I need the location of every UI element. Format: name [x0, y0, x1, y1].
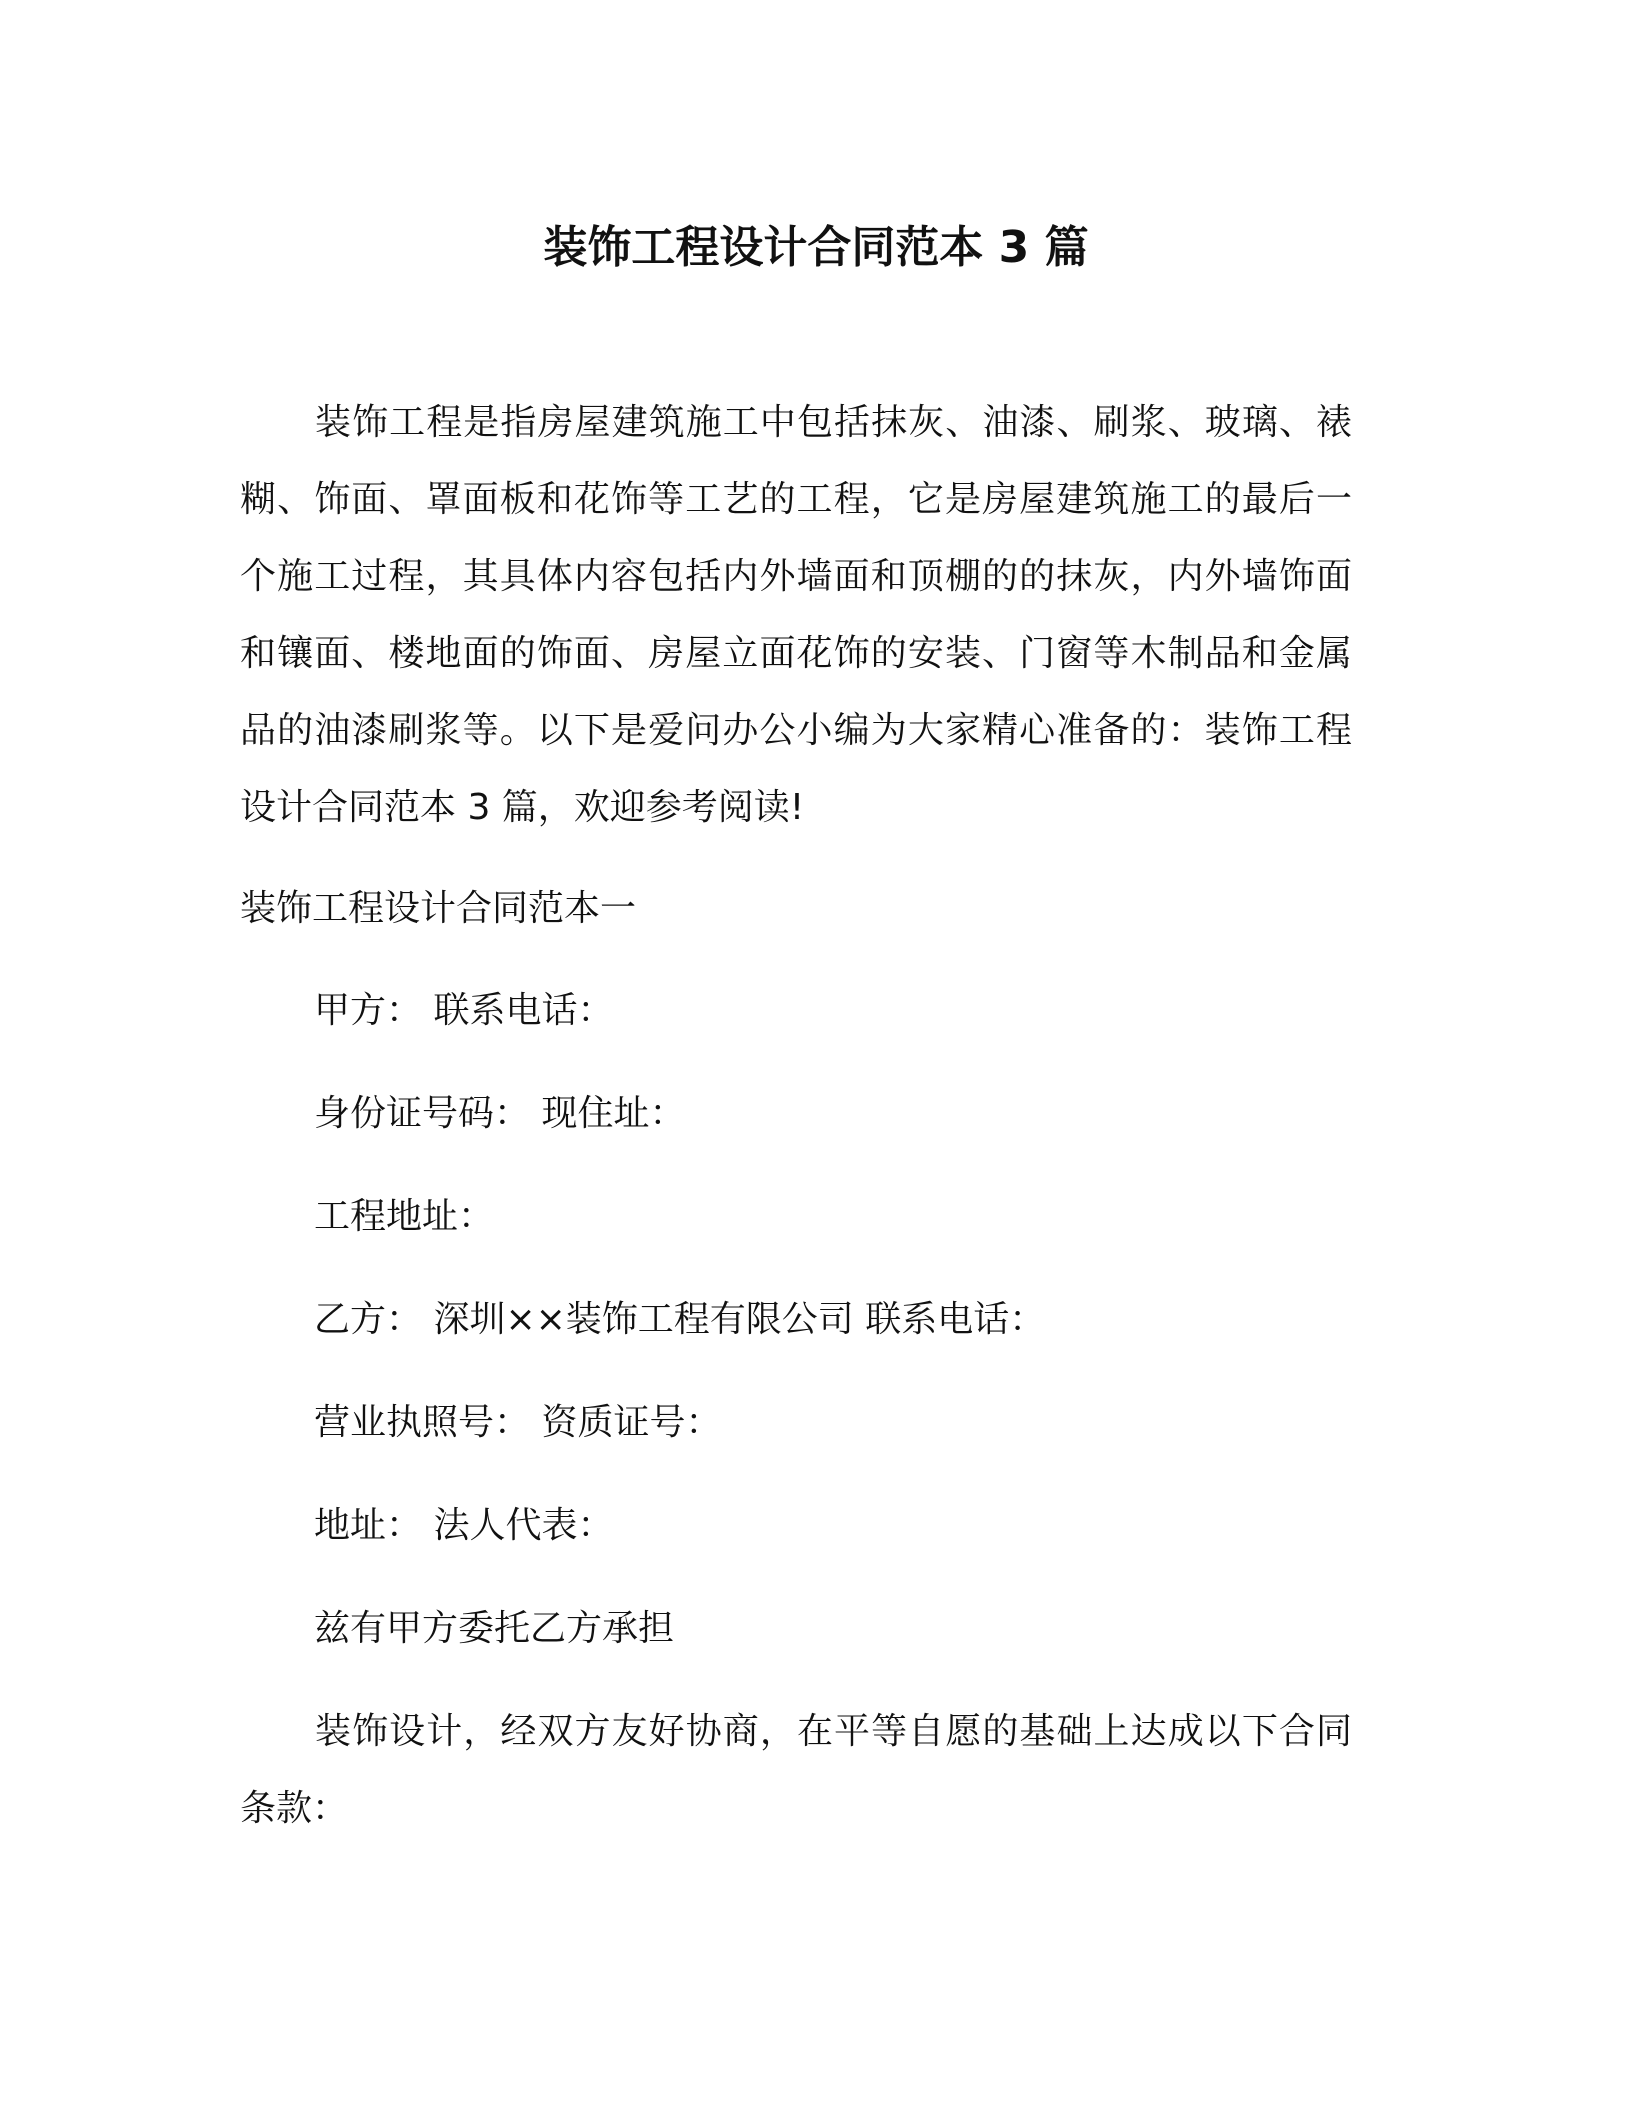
intro-paragraph [240, 384, 1352, 846]
intro-line: 个施工过程，其具体内容包括内外墙面和顶棚的的抹灰，内外墙饰面 [240, 556, 1352, 597]
section-heading: 装饰工程设计合同范本一 [240, 888, 637, 929]
closing-line: 装饰设计，经双方友好协商，在平等自愿的基础上达成以下合同 [315, 1711, 1352, 1752]
project-address-line: 工程地址： [314, 1196, 495, 1237]
closing-line: 条款： [240, 1788, 349, 1829]
address-line: 地址： 法人代表： [314, 1505, 614, 1546]
closing-paragraph [240, 1693, 1352, 1847]
entrust-line: 兹有甲方委托乙方承担 [314, 1608, 675, 1649]
intro-line: 装饰工程是指房屋建筑施工中包括抹灰、油漆、刷浆、玻璃、裱 [315, 402, 1352, 443]
intro-line: 糊、饰面、罩面板和花饰等工艺的工程，它是房屋建筑施工的最后一 [240, 479, 1352, 520]
id-number-line: 身份证号码： 现住址： [314, 1093, 686, 1134]
party-a-line: 甲方： 联系电话： [314, 990, 614, 1031]
intro-line: 和镶面、楼地面的饰面、房屋立面花饰的安装、门窗等木制品和金属 [240, 633, 1352, 674]
license-line: 营业执照号： 资质证号： [314, 1402, 722, 1443]
intro-line: 设计合同范本 3 篇，欢迎参考阅读! [240, 787, 805, 828]
party-b-line: 乙方： 深圳××装饰工程有限公司 联系电话： [314, 1299, 1046, 1340]
document-title: 装饰工程设计合同范本 3 篇 [543, 222, 1089, 273]
intro-line: 品的油漆刷浆等。以下是爱问办公小编为大家精心准备的：装饰工程 [240, 710, 1352, 751]
